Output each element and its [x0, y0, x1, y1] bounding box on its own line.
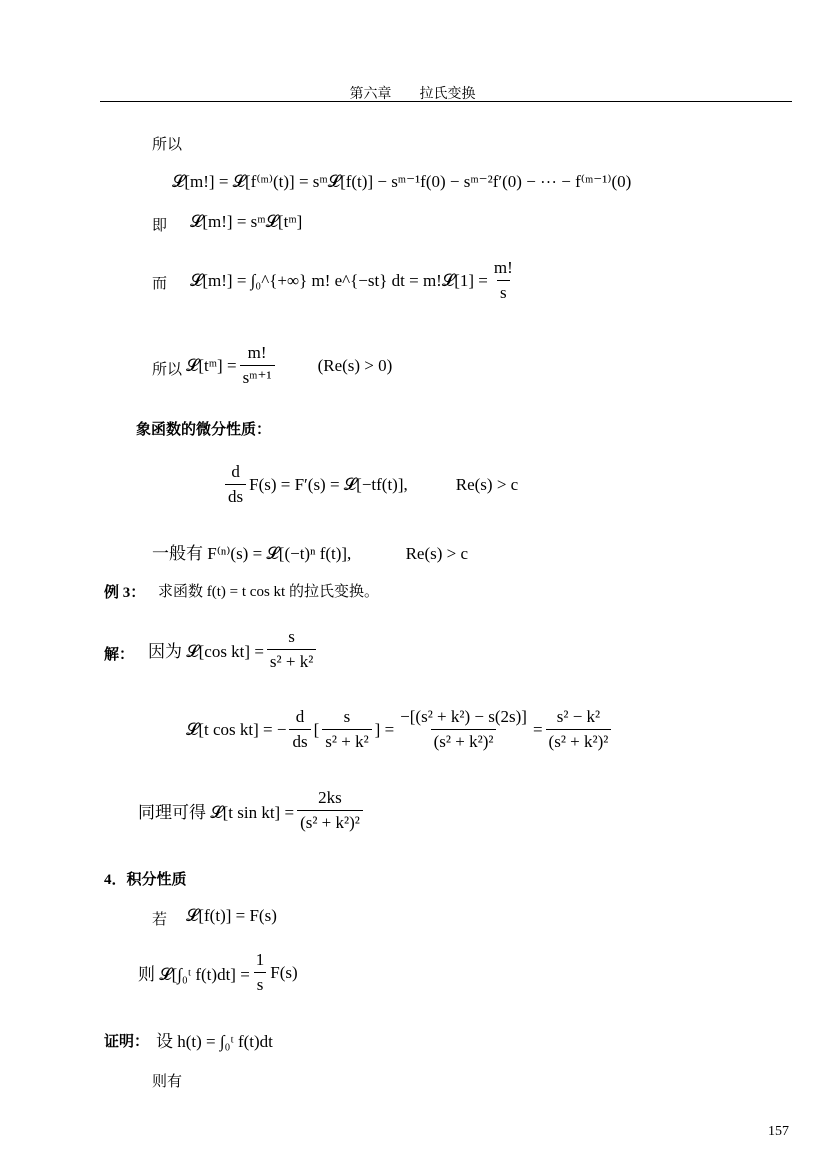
fraction — [267, 627, 316, 672]
numerator: −[(s² + k²) − s(2s)] — [400, 707, 527, 726]
fraction-d-ds — [225, 462, 246, 507]
header-rule — [100, 101, 792, 102]
numerator: s — [343, 707, 351, 726]
condition: Re(s) > c — [455, 474, 519, 494]
equation-laplace-tm — [186, 343, 392, 388]
equals: = — [532, 719, 543, 739]
denominator: (s² + k²)² — [431, 729, 497, 752]
text-ruo: 若 — [152, 912, 168, 928]
page-header: 第六章 拉氏变换 — [349, 87, 476, 102]
section-heading-integral: 4．积分性质 — [104, 872, 187, 888]
equation-right: F(s) = F′(s) = 𝓛[−tf(t)], — [249, 474, 408, 494]
numerator: s — [288, 627, 295, 646]
fraction — [240, 343, 275, 388]
equation-laplace-cos — [148, 627, 319, 672]
text-ze-you: 则有 — [152, 1074, 183, 1090]
page-number: 157 — [768, 1124, 789, 1139]
fraction — [253, 950, 268, 995]
denominator: s — [497, 280, 510, 303]
numerator: 2ks — [318, 788, 342, 807]
proof-definition: 设 h(t) = ∫₀ᵗ f(t)dt — [156, 1032, 273, 1051]
denominator: sᵐ⁺¹ — [240, 365, 275, 388]
text-ji: 即 — [152, 218, 168, 234]
fraction-3 — [546, 707, 612, 752]
equation-laplace-tsin — [138, 788, 366, 833]
text-suoyi-2: 所以 — [152, 362, 183, 378]
condition: (Re(s) > 0) — [317, 355, 393, 375]
denominator: s — [254, 972, 267, 995]
numerator: d — [295, 707, 305, 726]
denominator: ds — [225, 484, 246, 507]
solution-label: 解： — [104, 647, 135, 663]
fraction-d-ds — [289, 707, 310, 752]
equation-integral-property — [138, 950, 298, 995]
example-text: 求函数 f(t) = t cos kt 的拉氏变换。 — [158, 584, 379, 600]
equation-left: 𝓛[tᵐ] = — [186, 355, 237, 375]
denominator: s² + k² — [267, 649, 316, 672]
equation-left: 𝓛[t cos kt] = − — [186, 719, 287, 739]
fraction — [491, 258, 516, 303]
fraction-1 — [322, 707, 371, 752]
condition: Re(s) > c — [405, 544, 469, 563]
text-er: 而 — [152, 276, 168, 292]
numerator: d — [231, 462, 240, 481]
denominator: (s² + k²)² — [546, 729, 612, 752]
equation-laplace-tcos — [186, 707, 614, 752]
fraction — [297, 788, 363, 833]
denominator: s² + k² — [322, 729, 371, 752]
equation-derivative-chain: 𝓛[m!] = 𝓛[f⁽ᵐ⁾(t)] = sᵐ𝓛[f(t)] − sᵐ⁻¹f(0) − sᵐ⁻²f′(0) − ⋯ − f⁽ᵐ⁻¹⁾(0) — [172, 172, 632, 191]
numerator: s² − k² — [556, 707, 601, 726]
equation-m-factorial: 𝓛[m!] = sᵐ𝓛[tᵐ] — [190, 212, 303, 231]
equation-body: 一般有 F⁽ⁿ⁾(s) = 𝓛[(−t)ⁿ f(t)], — [152, 544, 352, 563]
equation-left: 则 𝓛[∫₀ᵗ f(t)dt] = — [138, 965, 250, 984]
bracket-open: [ — [313, 719, 320, 739]
numerator: 1 — [255, 950, 265, 969]
equation-differential-property — [222, 462, 518, 507]
numerator: m! — [247, 343, 267, 362]
equation-left: 同理可得 𝓛[t sin kt] = — [138, 803, 295, 822]
bracket-close: ] = — [374, 719, 395, 739]
equation-right: F(s) — [270, 962, 298, 982]
text-suoyi: 所以 — [152, 137, 183, 153]
denominator: ds — [289, 729, 310, 752]
equation-left: 因为 𝓛[cos kt] = — [148, 642, 264, 661]
equation-general-nth — [152, 539, 468, 564]
numerator: m! — [493, 258, 513, 277]
equation-integral-m-factorial — [190, 258, 519, 303]
proof-label: 证明： — [104, 1034, 150, 1050]
denominator: (s² + k²)² — [297, 810, 363, 833]
example-label: 例 3： — [104, 585, 146, 601]
equation-laplace-ft: 𝓛[f(t)] = F(s) — [186, 906, 277, 925]
section-heading-differential: 象函数的微分性质： — [136, 422, 272, 438]
fraction-2 — [397, 707, 530, 752]
equation-left: 𝓛[m!] = ∫₀^{+∞} m! e^{−st} dt = m!𝓛[1] = — [190, 270, 488, 290]
